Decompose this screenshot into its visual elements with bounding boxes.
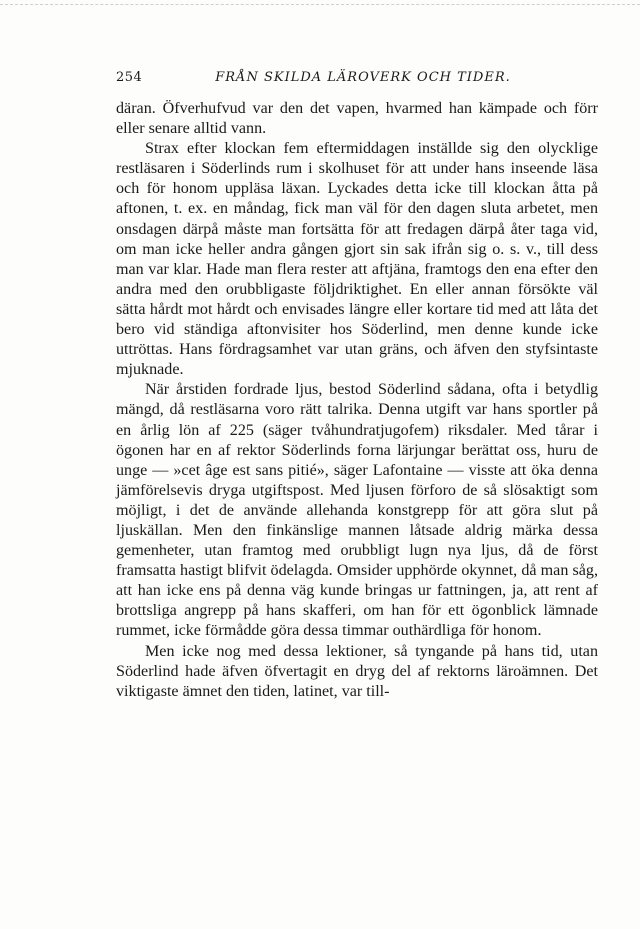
paragraph: Men icke nog med dessa lektioner, så tyngande på hans tid, utan Söderlind hade äfven öfvertagit en dryg del af rektorns läroämnen. Det viktigaste ämnet den tiden, latinet, var till- — [116, 642, 598, 700]
paragraph: Strax efter klockan fem eftermiddagen inställde sig den olycklige restläsaren i Söderlinds rum i skolhuset för att under hans inseende läsa och för honom uppläsa läxan. Lyckades detta icke till klockan åtta på aftonen, t. ex. en måndag, fick man väl för den dagen sluta arbetet, men onsdagen därpå måste man fortsätta för att fredagen därpå åter taga vid, om man icke heller andra gången gjort sin sak ifrån sig o. s. v., till dess man var klar. Hade man flera rester att aftjäna, framtogs den ena efter den andra med den orubbligaste följdriktighet. En eller annan försökte väl sätta hårdt mot hårdt och envisades längre eller kortare tid med att låta det bero vid ständiga aftonvisiter hos Söderlind, men denne kunde icke uttröttas. Hans fördragsamhet var utan gräns, och äfven den styfsintaste mjuknade. — [116, 140, 598, 379]
paragraph: När årstiden fordrade ljus, bestod Söderlind sådana, ofta i betydlig mängd, då restläsarna voro rätt talrika. Denna utgift var hans sportler på en årlig lön af 225 (säger tvåhundratjugofem) riksdaler. Med tårar i ögonen har en af rektor Söderlinds forna lärjungar berättat oss, huru de unge — »cet âge est sans pitié», säger Lafontaine — visste att öka denna jämförelsevis dryga utgiftspost. Med ljusen förforo de så slösaktigt som möjligt, i det de använde allehanda konstgrepp för att göra slut på ljuskällan. Men den finkänslige mannen låtsade aldrig märka dessa gemenheter, utan framtog med orubbligt lugn nya ljus, då de först framsatta hastigt blifvit ödelagda. Omsider upphörde okynnet, då man såg, att han icke ens på denna väg kunde bringas ur fattningen, ja, att rent af brottsliga angrepp på hans skafferi, om han för ett ögonblick lämnade rummet, icke förmådde göra dessa timmar outhärdliga för honom. — [116, 381, 598, 640]
page-header — [116, 70, 598, 92]
book-page — [116, 70, 598, 702]
paragraph-continuation: däran. Öfverhufvud var den det vapen, hvarmed han kämpade och förr eller senare alltid vann. — [116, 100, 598, 138]
page-top-edge — [0, 4, 640, 5]
page-number: 254 — [116, 70, 143, 85]
body-text — [116, 99, 598, 702]
running-title: FRÅN SKILDA LÄROVERK OCH TIDER. — [215, 70, 511, 85]
